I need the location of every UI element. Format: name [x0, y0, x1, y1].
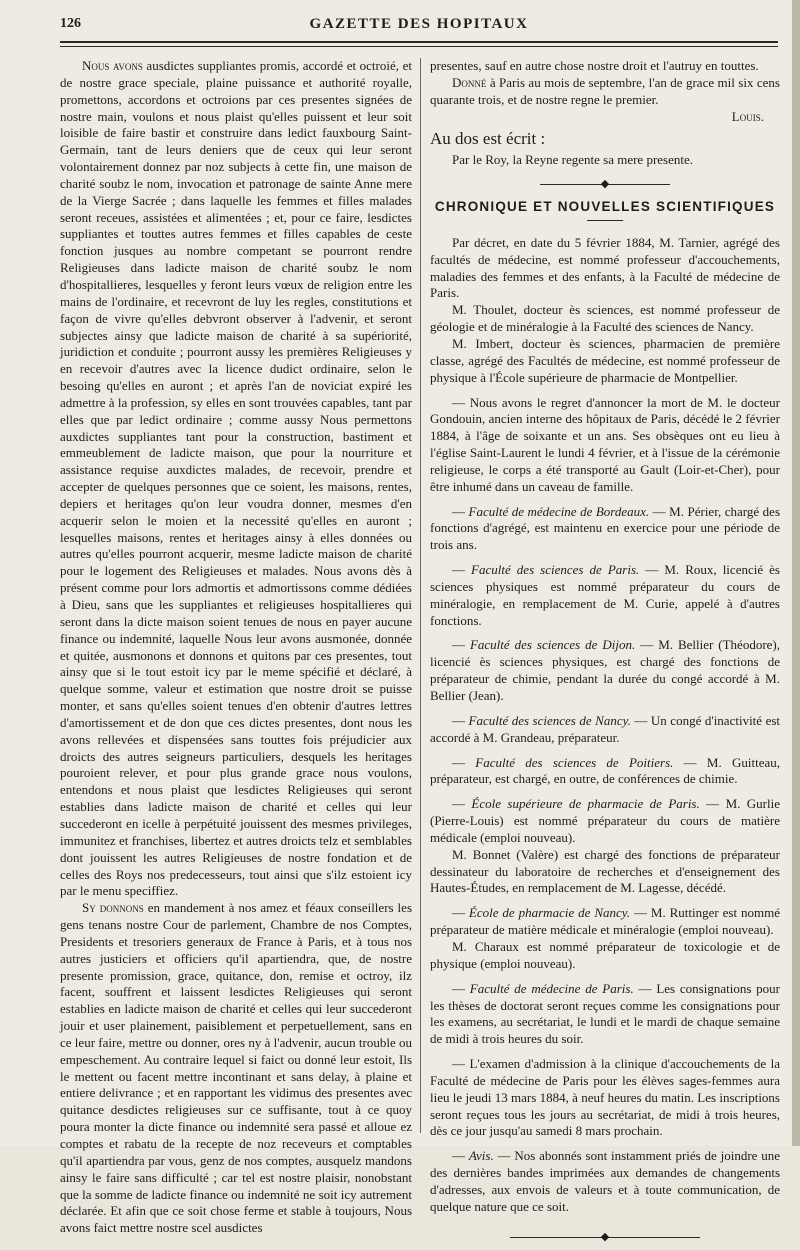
news-item-text: M. Charaux est nommé préparateur de toxicologie et de physique (emploi nouveau).: [430, 938, 780, 971]
news-item-text: M. Bonnet (Valère) est chargé des fonctions de préparateur dessinateur du laboratoire de recherches et d'enseignement des Hautes-Études, en remplacement de M. Lagesse, décédé.: [430, 846, 780, 896]
news-item-label: Avis.: [468, 1148, 494, 1164]
news-item-text: — Un congé d'inactivité est accordé à M. Grandeau, préparateur.: [430, 712, 781, 745]
news-item: [430, 755, 780, 789]
news-item: [430, 847, 780, 898]
news-item: [430, 713, 780, 747]
news-item-text: — Nous avons le regret d'annoncer la mort de M. le docteur Gondouin, ancien interne des hôpitaux de Paris, décédé le 2 février 1884, à l'âge de soixante et un ans. Ses obsèques ont eu lieu à l'église Saint-Laurent le lundi 4 février, et à l'issue de la cérémonie religieuse, le corps a été transporté au Gault (Loir-et-Cher), pour être inhumé dans un caveau de famille.: [430, 394, 780, 494]
news-item-label: Faculté de médecine de Bordeaux.: [468, 503, 650, 519]
news-item-text: — M. Bellier (Théodore), licencié ès sciences physiques, est chargé des fonctions de préparateur de chimie, pendant la durée du congé accordé à M. Bellier (Jean).: [430, 637, 781, 703]
page-number: 126: [60, 16, 81, 31]
news-item-text: — M. Roux, licencié ès sciences physiques est nommé préparateur du cours de minéralogie, en remplacement de M. Curie, appelé à d'autres fonctions.: [430, 562, 780, 628]
news-item-text: — M. Ruttinger est nommé préparateur de matière médicale et minéralogie (emploi nouveau).: [430, 905, 780, 938]
royal-signature: Louis.: [731, 108, 764, 124]
header-rule-thin: [60, 46, 778, 47]
news-item: [430, 395, 780, 496]
news-items: [430, 235, 780, 1216]
news-item-dash: —: [452, 980, 470, 996]
donne-paragraph: [430, 75, 780, 109]
news-item-dash: —: [452, 905, 469, 921]
news-item-label: Faculté de médecine de Paris.: [469, 980, 634, 996]
endorsement-text: Par le Roy, la Reyne regente sa mere presente.: [452, 152, 694, 168]
news-item: [430, 905, 780, 939]
news-item-text: M. Imbert, docteur ès sciences, pharmacien de première classe, agrégé des Facultés de médecine, est nommé professeur de physique à l'École supérieure de pharmacie de Montpellier.: [430, 335, 780, 385]
news-item: [430, 336, 780, 387]
news-item-dash: —: [452, 1148, 469, 1164]
letters-patent-paragraph-2: [60, 900, 412, 1237]
column-divider: [420, 58, 421, 1133]
news-item-label: Faculté des sciences de Nancy.: [468, 712, 631, 728]
section-title-rule: [587, 220, 623, 221]
paragraph-lead: Donné: [452, 74, 487, 90]
page-header: [60, 14, 778, 38]
news-item: [430, 504, 780, 555]
news-item-text: Par décret, en date du 5 février 1884, M. Tarnier, agrégé des facultés de médecine, est nommé professeur d'accouchements, maladies des femmes et des enfants, à la Faculté de médecine de Paris.: [430, 234, 780, 301]
running-title: GAZETTE DES HOPITAUX: [309, 16, 529, 32]
paragraph-lead: Sy donnons: [82, 900, 144, 916]
endorsement-heading: Au dos est écrit :: [430, 129, 546, 149]
news-item-dash: —: [452, 503, 469, 519]
paragraph-lead: Nous avons: [82, 58, 143, 73]
paragraph-text: ausdictes suppliantes promis, accordé et octroié, et de nostre grace speciale, plaine puissance et authorité royalle, promettons, accordons et octroions par ces presentes signées de nostre main, voulons et nous plaist qu'elles puissent et leur soit loisible de faire bastir et construire dans ledict fauxbourg Saint-Germain, tant de leurs deniers que de ceux qui leur seront volontairement donnez par noz subjects à cette fin, une maison de charité soubz le nom, invocation et patronage de sainte Anne mere de la Vierge Sacrée ; dans laquelle les femmes et filles malades seront receues, assistées et alimentées ; et, pour ce faire, lesdictes suppliantes et touttes autres femmes et filles capables de ceste fonction jusques au nombre competant se pourront rendre Religieuses dans ladicte maison de charité soubz le nom d'hospitallieres, lesquelles y feront leurs vœux de religion entre les mains de l'ordinaire, et recevront de luy les regles, constitutions et façon de vivre qu'elles debvront observer à l'advenir, et seront subjectes ainsy que ladicte maison de charité à sa supériorité, juridiction et conduite ; pourront aussy les premières Religieuses y en recevoir d'autres avec la licence dudict ordinaire, selon le besoing qu'elles en auront ; et après l'an de noviciat expiré les admettre à la profession, sy elles en sont trouvées capables, tant par elles que par ledict ordinaire ; comme aussy Nous permettons auxdictes suppliantes tant pour la construction, bastiment et emmeublement de ladicte maison, que pour la nourriture et assistance requise auxdictes malades, de recevoir, prendre et accepter de quelques personnes que ce soient, les maisons, rentes, depiers et heritages qu'on leur voudra donner, mesmes d'en acquerir selon le moien et la necessité qu'elles en auront ; lesquelles maisons, rentes et heritages ainsy à elles données ou autres qu'elles pourront acquerir, mesme ladicte maison de charité pour le logement des Religieuses et malades. Nous avons dès à présent comme pour lors admortis et admortissons comme dédiées à Dieu, sans que les suppliantes et religieuses hospitallieres qui seront dans la dicte maison soient tenues de nous en payer aucune finance ou indemnité, laquelle Nous leur avons ausmonée, donnée et quitée, ausmonons et donnons et quitons par ces presentes, tout ainsy que si le tout estoit icy par le meme spécifié et déclaré, à quelque somme, valeur et estimation que nostre droit se puisse monter, et sans qu'elles soient tenues d'en obtenir d'autres lettres d'amortissement et de don que ces dictes presentes, dont nous les avons rellevées et dispensées sans touttes fois préjudicier aux droicts des autres seigneurs particuliers, desquels les heritages pouroient relever, et pour plus grande grace nous voulons, entendons et nous plaist que lesdictes Religieuses qui seront establies dans ladicte maison de charité et celles qui leur succederont en icelle à perpétuité jouissent des mesmes privileges, immunitez et franchises, libertez et autres droicts telz et semblables dont jouissent les autres Religieuses de nostre fondation et de celles des Roys nos predecesseurs, tout ainsi que s'ilz estoient icy par le menu speciffiez.: [60, 58, 412, 899]
news-item-dash: —: [452, 754, 476, 770]
news-item-text: M. Thoulet, docteur ès sciences, est nommé professeur de géologie et de minéralogie à la Faculté des sciences de Nancy.: [430, 302, 780, 335]
section-divider: [430, 175, 780, 193]
end-divider: [430, 1228, 780, 1246]
news-item: [430, 235, 780, 302]
news-item-dash: —: [452, 637, 470, 653]
news-item-dash: —: [452, 712, 469, 728]
news-item-text: — M. Gurlie (Pierre-Louis) est nommé préparateur du cours de matière médicale (emploi nouveau).: [430, 796, 780, 845]
news-item-dash: —: [452, 796, 472, 812]
news-item: [430, 1056, 780, 1140]
paragraph-text: à Paris au mois de septembre, l'an de grace mil six cens quarante trois, et de nostre regne le premier.: [430, 74, 780, 107]
news-item-dash: —: [452, 562, 472, 578]
news-item-label: Faculté des sciences de Poitiers.: [475, 754, 674, 770]
news-item-text: — M. Guitteau, préparateur, est chargé, en outre, de conférences de chimie.: [430, 754, 781, 787]
section-title: CHRONIQUE ET NOUVELLES SCIENTIFIQUES: [434, 199, 776, 215]
news-item-text: — M. Périer, chargé des fonctions d'agrégé, est maintenu en exercice pour une période de trois ans.: [430, 503, 781, 553]
news-item-label: Faculté des sciences de Dijon.: [469, 637, 636, 653]
news-item: [430, 302, 780, 336]
news-item-label: École de pharmacie de Nancy.: [468, 905, 631, 921]
news-item: [430, 981, 780, 1048]
letters-patent-paragraph-1: [60, 58, 412, 900]
news-item: [430, 637, 780, 704]
news-item-text: — Nos abonnés sont instamment priés de joindre une des dernières bandes imprimées aux demandes de changements d'adresses, aux envois de valeurs et à toute communication, de quelque nature que ce soit.: [430, 1148, 780, 1214]
news-item: [430, 796, 780, 847]
news-item: [430, 939, 780, 973]
left-column: [60, 58, 412, 1237]
divider-ornament: ◆: [600, 1230, 610, 1243]
letters-patent-continuation: presentes, sauf en autre chose nostre droit et l'autruy en touttes.: [430, 58, 759, 73]
news-item-text: — L'examen d'admission à la clinique d'accouchements de la Faculté de médecine de Paris pour les élèves sages-femmes aura lieu le jeudi 13 mars 1884, à neuf heures du matin. Les inscriptions seront reçues tous les jours au secrétariat, de midi à trois heures, dès ce jour jusqu'au samedi 8 mars prochain.: [430, 1056, 780, 1139]
news-item-label: Faculté des sciences de Paris.: [471, 562, 640, 578]
divider-ornament: ◆: [600, 178, 610, 191]
news-item-label: École supérieure de pharmacie de Paris.: [471, 796, 700, 812]
news-item: [430, 562, 780, 629]
paragraph-text: en mandement à nos amez et féaux conseillers les gens tenans nostre Cour de parlement, Chambre de nos Comptes, Presidents et tresoriers generaux de France à Paris, et à tous nos autres justiciers et officiers qu'il apartiendra, que, de nostre presente promission, grace, quitance, don, remise et octroy, ilz facent, souffrent et laissent lesdictes Religieuses qui seront establies en ladicte maison de charité et celles qui leur succederont jouir et user plainement, paisiblement et perpetuellement, sans en ce leur faire, mettre ou donner, ores ny à l'advenir, aucun trouble ou empeschement. Au contraire lequel si faict ou donné leur estoit, Ils le mettent ou facent mettre incontinant et sans delay, à plaine et entiere delivrance ; et en rapportant les vidimus des presentes avec quitance desdictes religieuses sur ce suffisante, tout à ce quoy poura monter la dicte finance ou indemnité sera passé et alloue ez comptes et rabatu de la recepte de noz receveurs et comptables qu'il apartiendra par vous, genz de nos comptes, ausquelz mandons ainsy le faire sans difficulté ; car tel est nostre plaisir, nonobstant que la somme de ladicte finance ou indemnité ne soit icy autrement déclarée. Et afin que ce soit chose ferme et stable à toujours, Nous avons faict mettre nostre scel ausdictes: [60, 900, 413, 1236]
header-rule-thick: [60, 41, 778, 43]
news-item-text: — Les consignations pour les thèses de doctorat seront reçues comme les consignations pour les examens, au secrétariat, le lundi et le mardi de chaque semaine de midi à trois heures du soir.: [430, 980, 781, 1047]
right-column: [430, 58, 780, 1250]
news-item: [430, 1148, 780, 1215]
